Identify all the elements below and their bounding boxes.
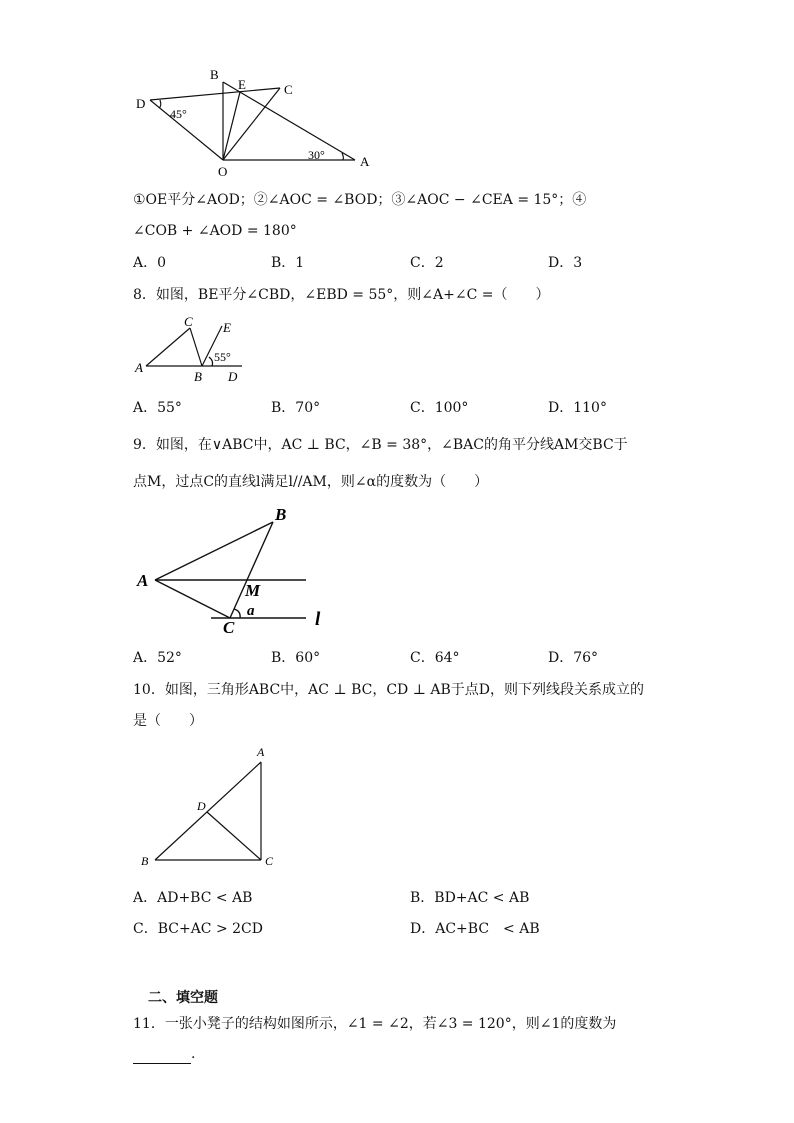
segment-AC [146, 328, 190, 366]
angle-alpha-arc [234, 609, 240, 618]
q7-statements-line1: ①OE平分∠AOD；②∠AOC = ∠BOD；③∠AOC − ∠CEA = 15°；④ [133, 192, 587, 208]
q9-option-c[interactable]: C．64° [410, 650, 460, 666]
label-B: B [210, 67, 219, 82]
q9-option-a[interactable]: A．52° [133, 650, 182, 666]
label-D: D [136, 96, 146, 111]
label-A: A [360, 154, 370, 169]
q8-option-d[interactable]: D．110° [548, 400, 607, 416]
q8-stem: 8．如图，BE平分∠CBD，∠EBD = 55°，则∠A+∠C =（ ） [133, 287, 550, 303]
q9-stem-line1: 9．如图，在∨ABC中，AC ⊥ BC，∠B = 38°，∠BAC的角平分线AM交BC于 [133, 437, 628, 453]
label-C: C [223, 618, 235, 637]
segment-AB [155, 522, 273, 580]
q7-figure [130, 62, 380, 182]
segment-DC [207, 812, 261, 860]
q8-option-c[interactable]: C．100° [410, 400, 469, 416]
q11-tail: . [191, 1046, 196, 1062]
q8-option-b[interactable]: B．70° [271, 400, 321, 416]
label-alpha: a [247, 603, 255, 619]
label-angle-55: 55° [214, 350, 231, 364]
q7-option-c[interactable]: C．2 [410, 255, 444, 271]
q9-figure [133, 500, 343, 640]
segment-AC [155, 580, 230, 618]
q10-option-c[interactable]: C．BC+AC > 2CD [133, 921, 263, 937]
q8-figure [130, 314, 260, 386]
segment-DC [150, 88, 280, 100]
q7-option-a[interactable]: A．0 [133, 255, 167, 271]
q7-option-d[interactable]: D．3 [548, 255, 583, 271]
label-A: A [257, 745, 265, 759]
label-B: B [194, 369, 202, 384]
q9-option-d[interactable]: D．76° [548, 650, 599, 666]
label-C: C [184, 314, 193, 329]
angle-D-arc [159, 100, 161, 108]
label-B: B [141, 854, 149, 868]
section-title: 二、填空题 [148, 990, 218, 1006]
answer-blank[interactable] [133, 1049, 191, 1064]
q7-statements-line2: ∠COB + ∠AOD = 180° [133, 223, 297, 239]
label-A: A [135, 360, 143, 375]
angle-A-arc [342, 153, 343, 160]
label-O: O [218, 164, 228, 179]
q11-stem: 11．一张小凳子的结构如图所示，∠1 = ∠2，若∠3 = 120°，则∠1的度数为 [133, 1016, 617, 1032]
q8-option-a[interactable]: A．55° [133, 400, 182, 416]
label-l: l [315, 609, 321, 630]
label-angle-45: 45° [170, 107, 187, 121]
q10-option-d[interactable]: D．AC+BC < AB [410, 921, 540, 937]
q9-stem-line2: 点M，过点C的直线l满足l//AM，则∠α的度数为（ ） [133, 474, 489, 490]
q10-option-a[interactable]: A．AD+BC < AB [133, 890, 253, 906]
q10-figure [133, 740, 283, 875]
label-C: C [265, 854, 274, 868]
label-M: M [245, 581, 261, 600]
segment-CB [190, 328, 202, 366]
q10-stem-line2: 是（ ） [133, 713, 203, 729]
label-C: C [284, 82, 293, 97]
label-D: D [228, 369, 238, 384]
q7-option-b[interactable]: B．1 [271, 255, 305, 271]
q11-answer-line [133, 1044, 195, 1064]
angle-EBD-arc [209, 357, 213, 366]
label-B: B [275, 505, 287, 524]
label-E: E [238, 77, 246, 92]
label-A: A [137, 571, 149, 590]
label-E: E [223, 320, 231, 335]
q9-option-b[interactable]: B．60° [271, 650, 321, 666]
q10-stem-line1: 10．如图，三角形ABC中，AC ⊥ BC，CD ⊥ AB于点D，则下列线段关系成立的 [133, 682, 644, 698]
q10-option-b[interactable]: B．BD+AC < AB [410, 890, 530, 906]
label-D: D [197, 799, 206, 813]
label-angle-30: 30° [308, 148, 325, 162]
